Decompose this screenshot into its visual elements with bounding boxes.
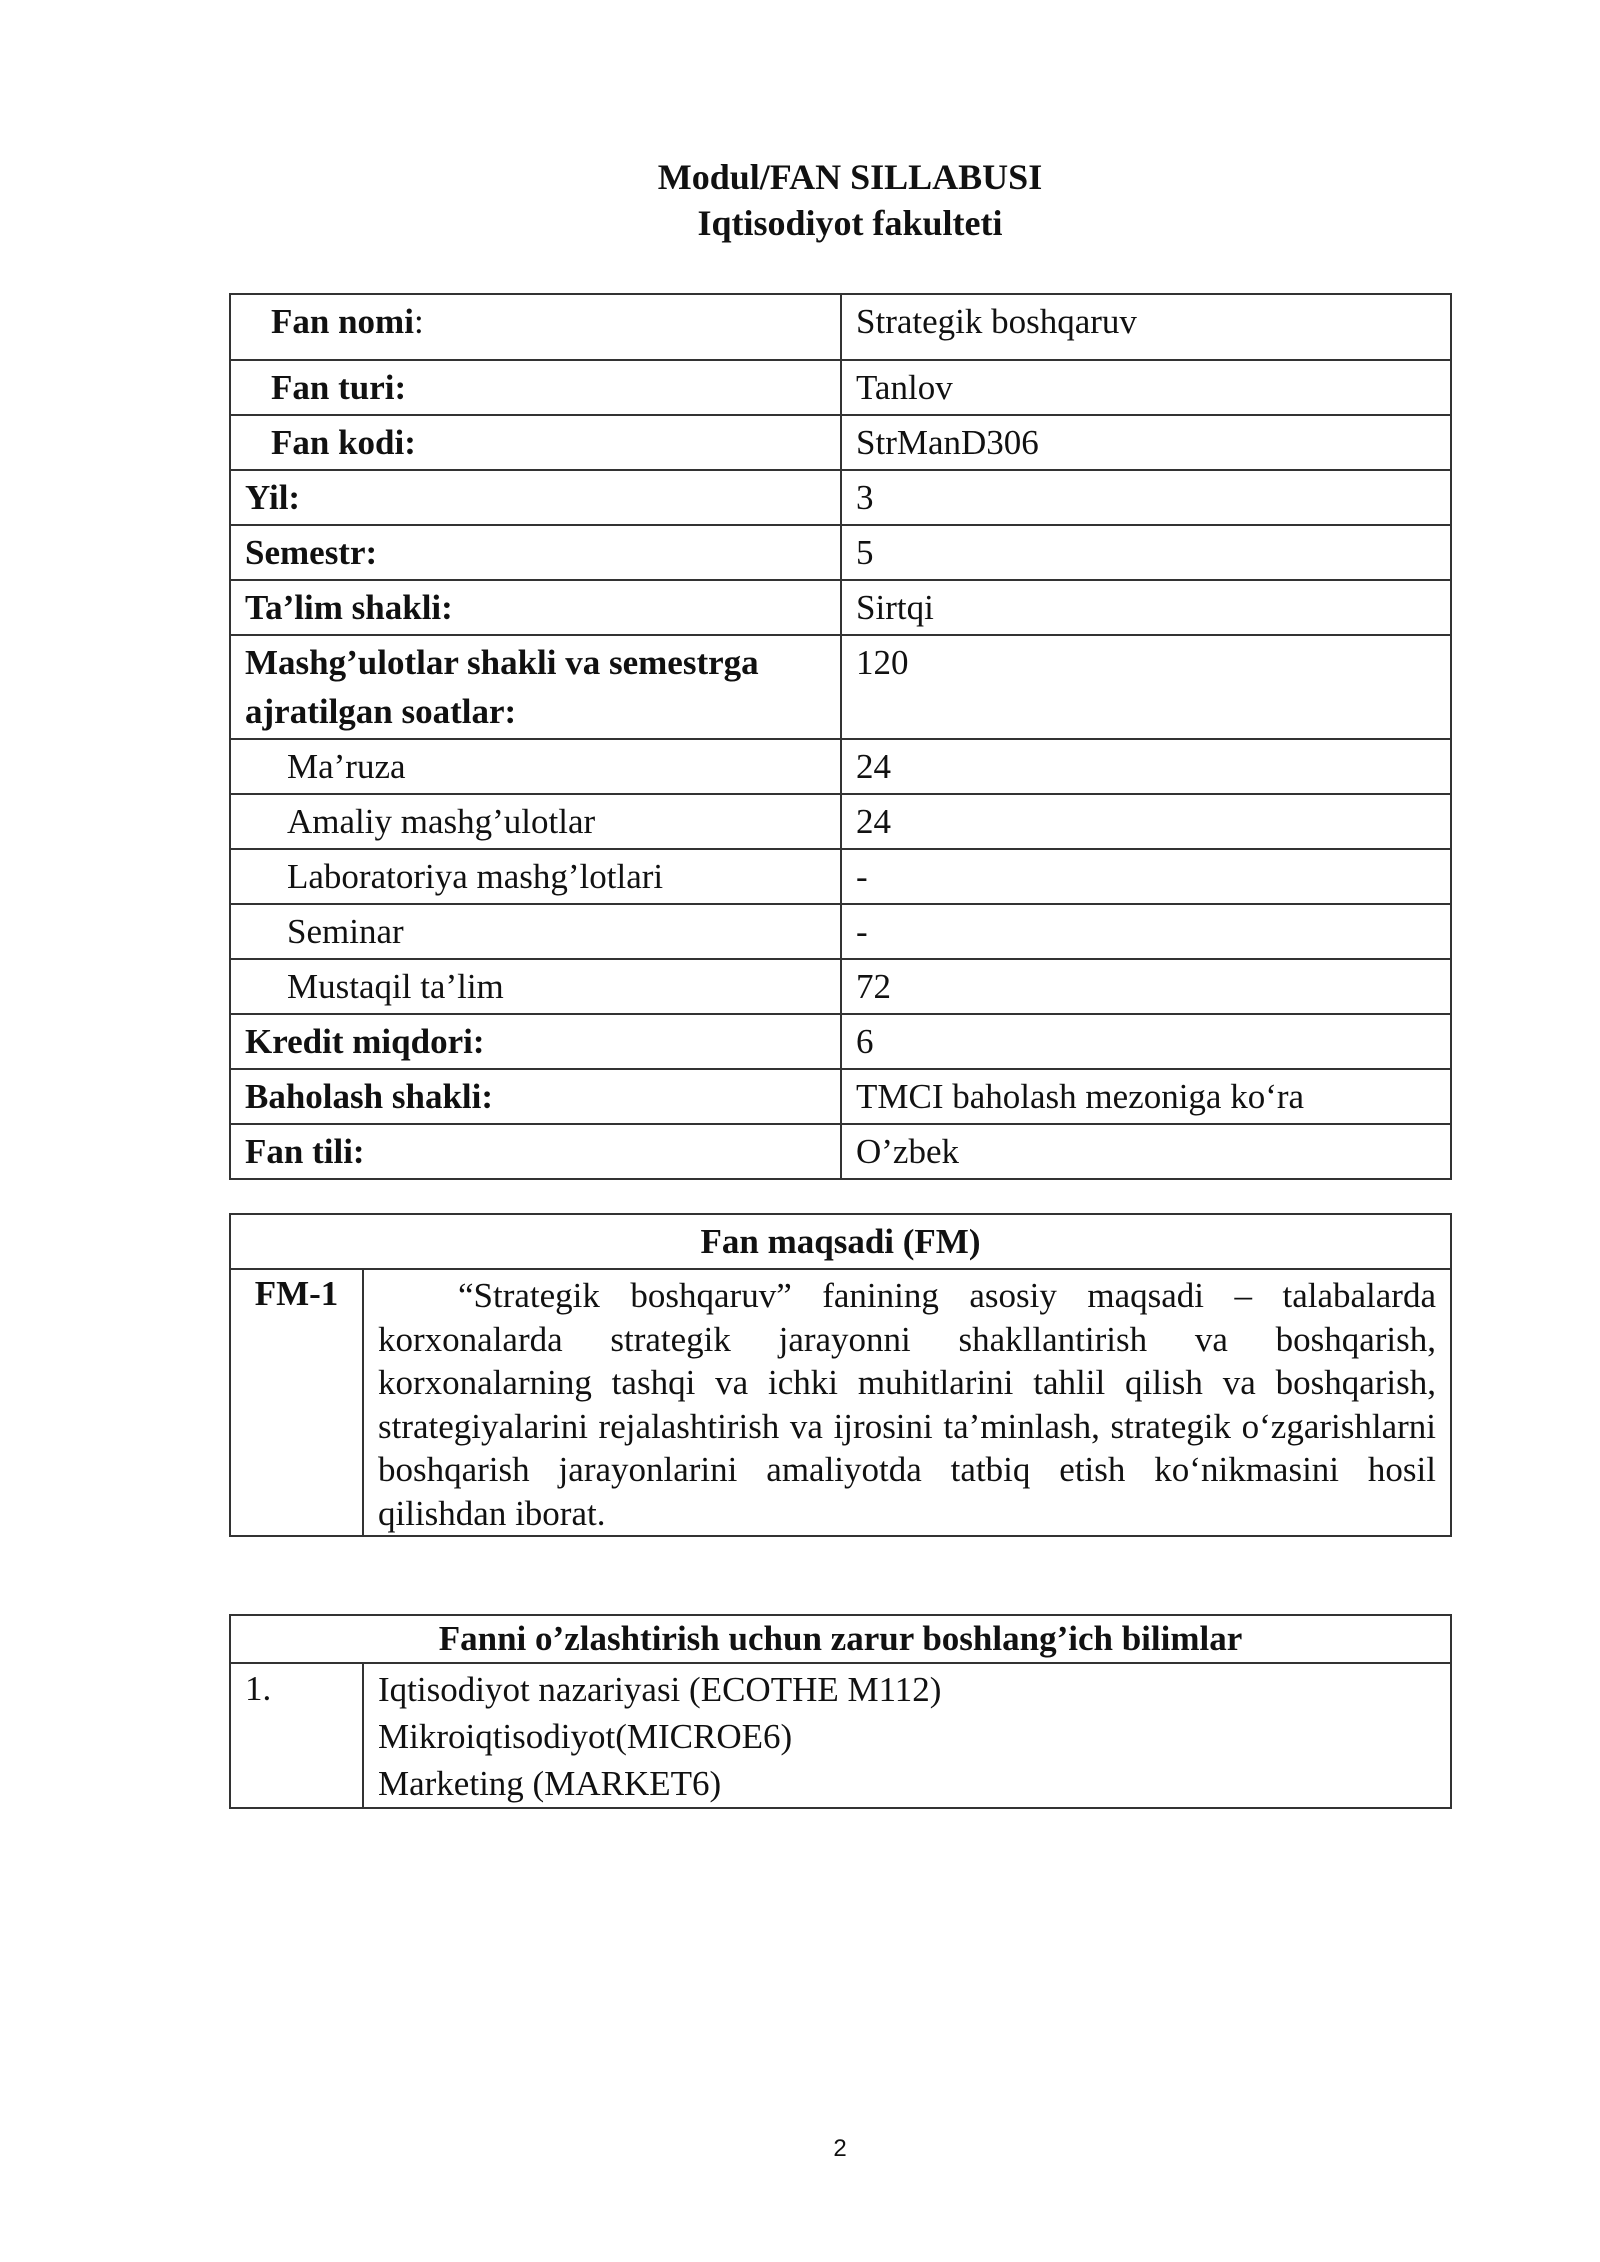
row-value: 72 [841,959,1451,1014]
table-row [230,1269,1451,1536]
table-row [230,849,1451,904]
table-row [230,525,1451,580]
table-header-row [230,1214,1451,1269]
table-row [230,580,1451,635]
row-label: Kredit miqdori: [230,1014,841,1069]
row-value: StrManD306 [841,415,1451,470]
prerequisites-table [229,1614,1452,1809]
table-row [230,470,1451,525]
row-label: Laboratoriya mashg’lotlari [230,849,841,904]
table-row [230,1014,1451,1069]
table-row [230,959,1451,1014]
row-value: 24 [841,794,1451,849]
course-goal-table [229,1213,1452,1537]
row-label: Ta’lim shakli: [230,580,841,635]
goal-heading: Fan maqsadi (FM) [230,1214,1451,1269]
table-row [230,360,1451,415]
row-label: Mashg’ulotlar shakli va semestrga ajratilgan soatlar: [230,635,841,739]
table-row [230,1069,1451,1124]
row-value: 120 [841,635,1451,739]
row-value: Tanlov [841,360,1451,415]
table-row [230,635,1451,739]
list-item: Iqtisodiyot nazariyasi (ECOTHE M112) [378,1670,942,1709]
row-label: Fan turi: [230,360,841,415]
prerequisite-list [363,1663,1451,1808]
table-row [230,904,1451,959]
document-title: Modul/FAN SILLABUSI [657,157,1043,197]
prerequisites-heading: Fanni o’zlashtirish uchun zarur boshlang’ich bilimlar [230,1615,1451,1663]
row-value: Strategik boshqaruv [841,294,1451,360]
table-row [230,1663,1451,1808]
table-row [230,794,1451,849]
table-row [230,1124,1451,1179]
list-item: Marketing (MARKET6) [378,1764,722,1803]
row-value: TMCI baholash mezoniga ko‘ra [841,1069,1451,1124]
row-label: Seminar [230,904,841,959]
row-value: 3 [841,470,1451,525]
course-info-table [229,293,1452,1180]
row-label: Baholash shakli: [230,1069,841,1124]
row-value: - [841,849,1451,904]
row-value: 6 [841,1014,1451,1069]
table-row [230,415,1451,470]
prerequisite-number: 1. [230,1663,363,1808]
goal-code: FM-1 [230,1269,363,1536]
page-number: 2 [833,2135,847,2162]
row-value: O’zbek [841,1124,1451,1179]
table-header-row [230,1615,1451,1663]
row-value: Sirtqi [841,580,1451,635]
faculty-subtitle: Iqtisodiyot fakulteti [697,203,1003,243]
row-label: Semestr: [230,525,841,580]
row-label: Yil: [230,470,841,525]
row-value: 5 [841,525,1451,580]
row-label: Fan nomi: [230,294,841,360]
table-row [230,294,1451,360]
row-label: Ma’ruza [230,739,841,794]
row-value: - [841,904,1451,959]
row-label: Fan kodi: [230,415,841,470]
row-label: Fan tili: [230,1124,841,1179]
goal-text: “Strategik boshqaruv” fanining asosiy maqsadi – talabalarda korxonalarda strategik jarayonni shakllantirish va boshqarish, korxonalarning tashqi va ichki muhitlarini tahlil qilish va boshqarish, strategiyalarini rejalashtirish va ijrosini ta’minlash, strategik o‘zgarishlarni boshqarish jarayonlarini amaliyotda tatbiq etish ko‘nikmasini hosil qilishdan iborat. [363,1269,1451,1536]
row-label: Mustaqil ta’lim [230,959,841,1014]
table-row [230,739,1451,794]
list-item: Mikroiqtisodiyot(MICROE6) [378,1717,793,1756]
row-label: Amaliy mashg’ulotlar [230,794,841,849]
row-value: 24 [841,739,1451,794]
